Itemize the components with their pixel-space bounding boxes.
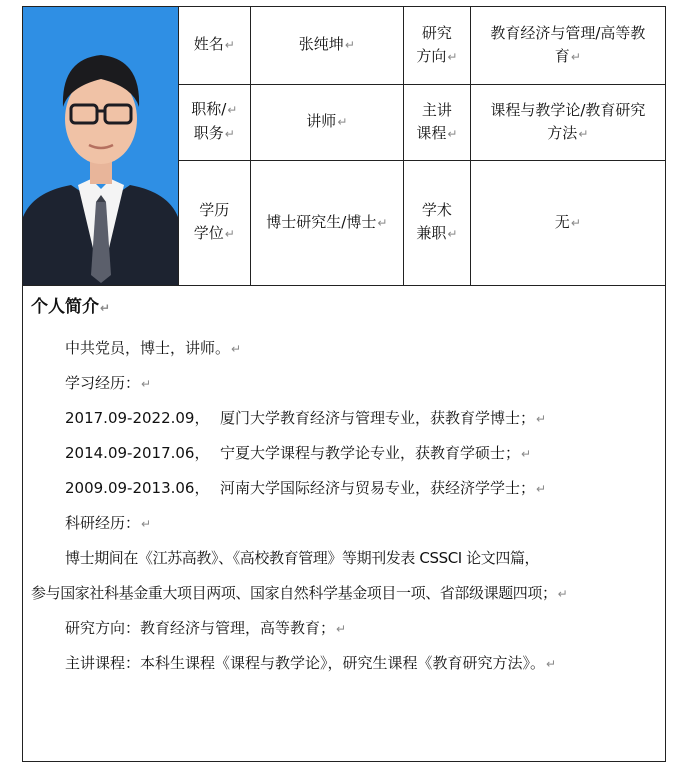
education-item: 2009.09-2013.06， 河南大学国际经济与贸易专业，获经济学学士；↵ (65, 479, 547, 497)
research-line-1: 博士期间在《江苏高教》、《高校教育管理》等期刊发表 CSSCI 论文四篇， (65, 549, 540, 567)
study-heading: 学习经历：↵ (65, 374, 152, 392)
profile-sheet (22, 6, 666, 762)
portrait-photo (23, 7, 179, 286)
label-title-position: 职称/↵ 职务↵ (179, 84, 251, 160)
label-education-degree: 学历 学位↵ (179, 160, 251, 285)
label-main-courses: 主讲 课程↵ (404, 84, 471, 160)
research-heading: 科研经历：↵ (65, 514, 152, 532)
education-item: 2014.09-2017.06， 宁夏大学课程与教学论专业，获教育学硕士；↵ (65, 444, 532, 462)
personal-intro (31, 295, 659, 681)
value-research-direction: 教育经济与管理/高等教 育↵ (470, 7, 665, 84)
intro-heading: 个人简介↵ (31, 297, 111, 317)
portrait-image (23, 7, 178, 285)
value-name: 张纯坤↵ (250, 7, 404, 84)
research-direction-line: 研究方向：教育经济与管理，高等教育；↵ (65, 619, 347, 637)
education-item: 2017.09-2022.09， 厦门大学教育经济与管理专业，获教育学博士；↵ (65, 409, 547, 427)
label-research-direction: 研究 方向↵ (404, 7, 471, 84)
label-name: 姓名↵ (179, 7, 251, 84)
label-academic-part-time: 学术 兼职↵ (404, 160, 471, 285)
research-line-2: 参与国家社科基金重大项目两项、国家自然科学基金项目一项、省部级课题四项；↵ (31, 584, 568, 602)
value-title-position: 讲师↵ (250, 84, 404, 160)
intro-line: 中共党员，博士，讲师。↵ (65, 339, 242, 357)
courses-line: 主讲课程：本科生课程《课程与教学论》，研究生课程《教育研究方法》。↵ (65, 654, 557, 672)
info-table (23, 7, 665, 286)
value-education-degree: 博士研究生/博士↵ (250, 160, 404, 285)
value-main-courses: 课程与教学论/教育研究 方法↵ (470, 84, 665, 160)
value-academic-part-time: 无↵ (470, 160, 665, 285)
